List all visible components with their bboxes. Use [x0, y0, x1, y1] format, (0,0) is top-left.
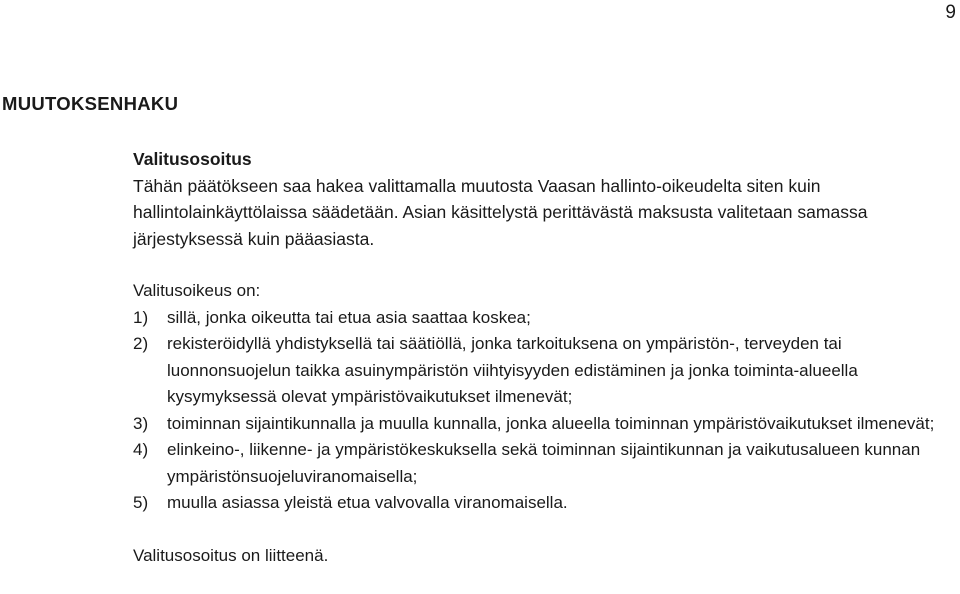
list-item-number: 5)	[133, 493, 149, 512]
list-item-number: 1)	[133, 307, 149, 327]
list-item-text: sillä, jonka oikeutta tai etua asia saattaa koskea;	[167, 307, 531, 327]
appeal-rights-list	[133, 305, 955, 517]
list-item-text: muulla asiassa yleistä etua valvovalla viranomaisella.	[167, 493, 568, 512]
list-item-text: toiminnan sijaintikunnalla ja muulla kunnalla, jonka alueella toiminnan ympäristövaikutukset ilmenevät;	[167, 413, 935, 433]
instructions-heading: Valitusosoitus	[133, 149, 252, 169]
page-number: 9	[945, 2, 956, 23]
section-title: MUUTOKSENHAKU	[2, 93, 179, 114]
appeal-rights-section	[133, 278, 955, 569]
list-item	[133, 437, 955, 490]
list-item-number: 3)	[133, 413, 149, 433]
list-item-number: 2)	[133, 334, 149, 353]
list-item-text: elinkeino-, liikenne- ja ympäristökeskuksella sekä toiminnan sijaintikunnan ja vaikutusalueen kunnan ympäristönsuojeluviranomaisella;	[167, 440, 921, 486]
list-item	[133, 305, 955, 332]
appeal-rights-intro: Valitusoikeus on:	[133, 281, 261, 300]
list-item	[133, 331, 955, 411]
list-item	[133, 490, 955, 517]
list-item	[133, 411, 955, 438]
instructions-paragraph: Tähän päätökseen saa hakea valittamalla muutosta Vaasan hallinto-oikeudelta siten kuin hallintolainkäyttölaissa säädetään. Asian käsittelystä perittävästä maksusta valitetaan samassa järjestyksessä kuin pääasiasta.	[133, 175, 868, 249]
document-body	[133, 146, 955, 569]
list-item-number: 4)	[133, 440, 149, 459]
closing-note: Valitusosoitus on liitteenä.	[133, 545, 329, 565]
list-item-text: rekisteröidyllä yhdistyksellä tai säätiöllä, jonka tarkoituksena on ympäristön-, terveyden tai luonnonsuojelun taikka asuinympäristön viihtyisyyden edistäminen ja jonka toiminta-alueella kysymyksessä olevat ympäristövaikutukset ilmenevät;	[167, 334, 858, 406]
